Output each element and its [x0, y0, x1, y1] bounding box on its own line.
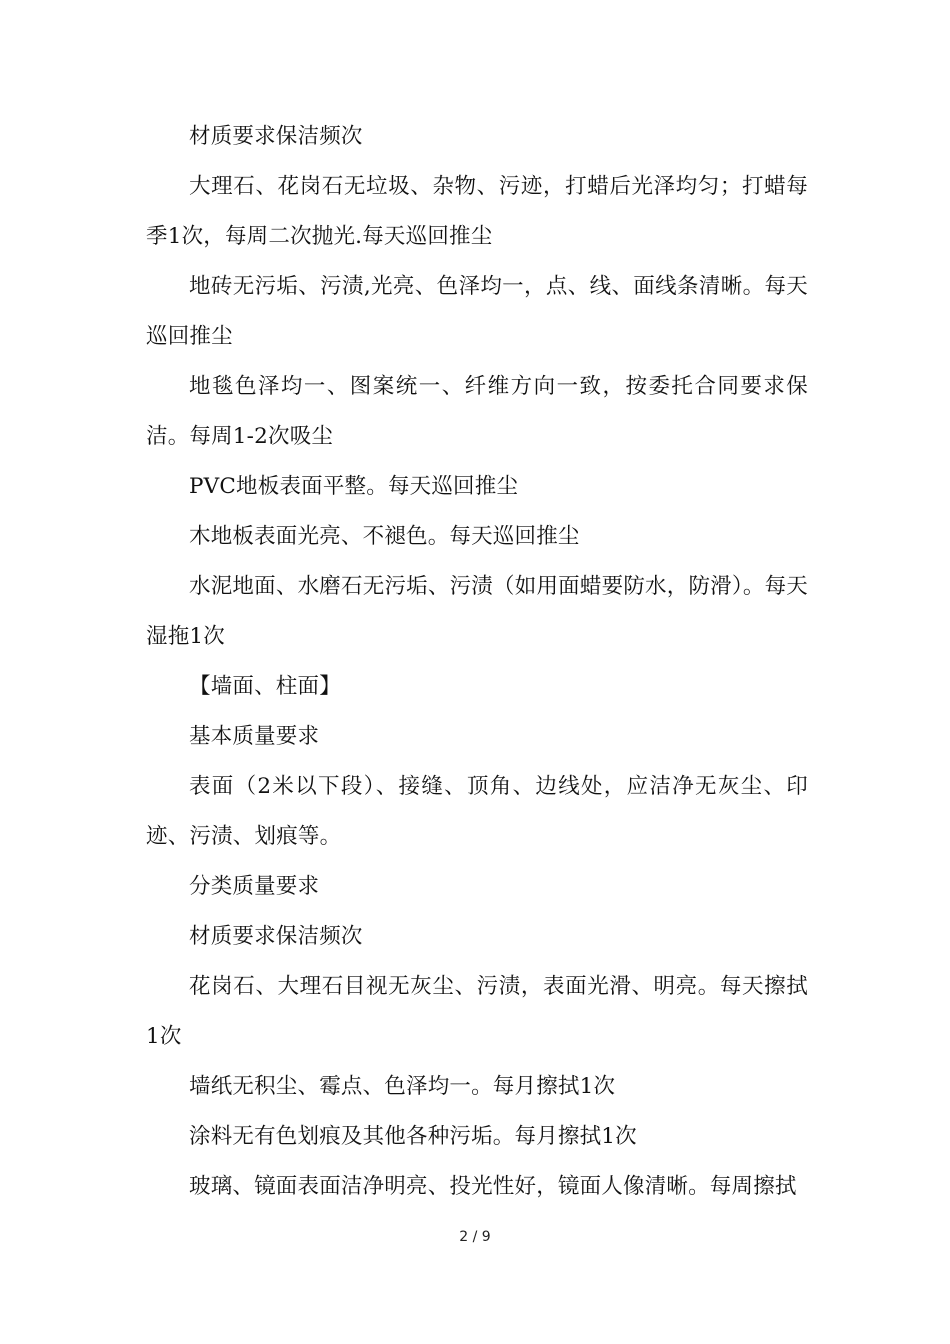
section-heading: 【墙面、柱面】	[189, 674, 341, 699]
paragraph: 地毯色泽均一、图案统一、纤维方向一致，按委托合同要求保洁。每周1-2次吸尘	[146, 374, 808, 449]
paragraph: 花岗石、大理石目视无灰尘、污渍，表面光滑、明亮。每天擦拭1次	[146, 974, 808, 1049]
paragraph: 地砖无污垢、污渍,光亮、色泽均一，点、线、面线条清晰。每天巡回推尘	[146, 274, 808, 349]
paragraph: 材质要求保洁频次	[189, 124, 363, 149]
paragraph: 木地板表面光亮、不褪色。每天巡回推尘	[189, 524, 580, 549]
subheading: 分类质量要求	[189, 874, 320, 899]
paragraph: PVC地板表面平整。每天巡回推尘	[189, 474, 519, 499]
paragraph: 玻璃、镜面表面洁净明亮、投光性好，镜面人像清晰。每周擦拭	[189, 1174, 797, 1199]
paragraph: 涂料无有色划痕及其他各种污垢。每月擦拭1次	[189, 1124, 637, 1149]
paragraph: 水泥地面、水磨石无污垢、污渍（如用面蜡要防水，防滑）。每天湿拖1次	[146, 574, 808, 649]
paragraph: 材质要求保洁频次	[189, 924, 363, 949]
page-number: 2 / 9	[459, 1229, 491, 1245]
subheading: 基本质量要求	[189, 724, 320, 749]
paragraph: 墙纸无积尘、霉点、色泽均一。每月擦拭1次	[189, 1074, 616, 1099]
document-body	[146, 112, 808, 1212]
paragraph: 大理石、花岗石无垃圾、杂物、污迹，打蜡后光泽均匀；打蜡每季1次，每周二次抛光.每天巡回推尘	[146, 174, 808, 249]
paragraph: 表面（2米以下段）、接缝、顶角、边线处，应洁净无灰尘、印迹、污渍、划痕等。	[146, 774, 808, 849]
